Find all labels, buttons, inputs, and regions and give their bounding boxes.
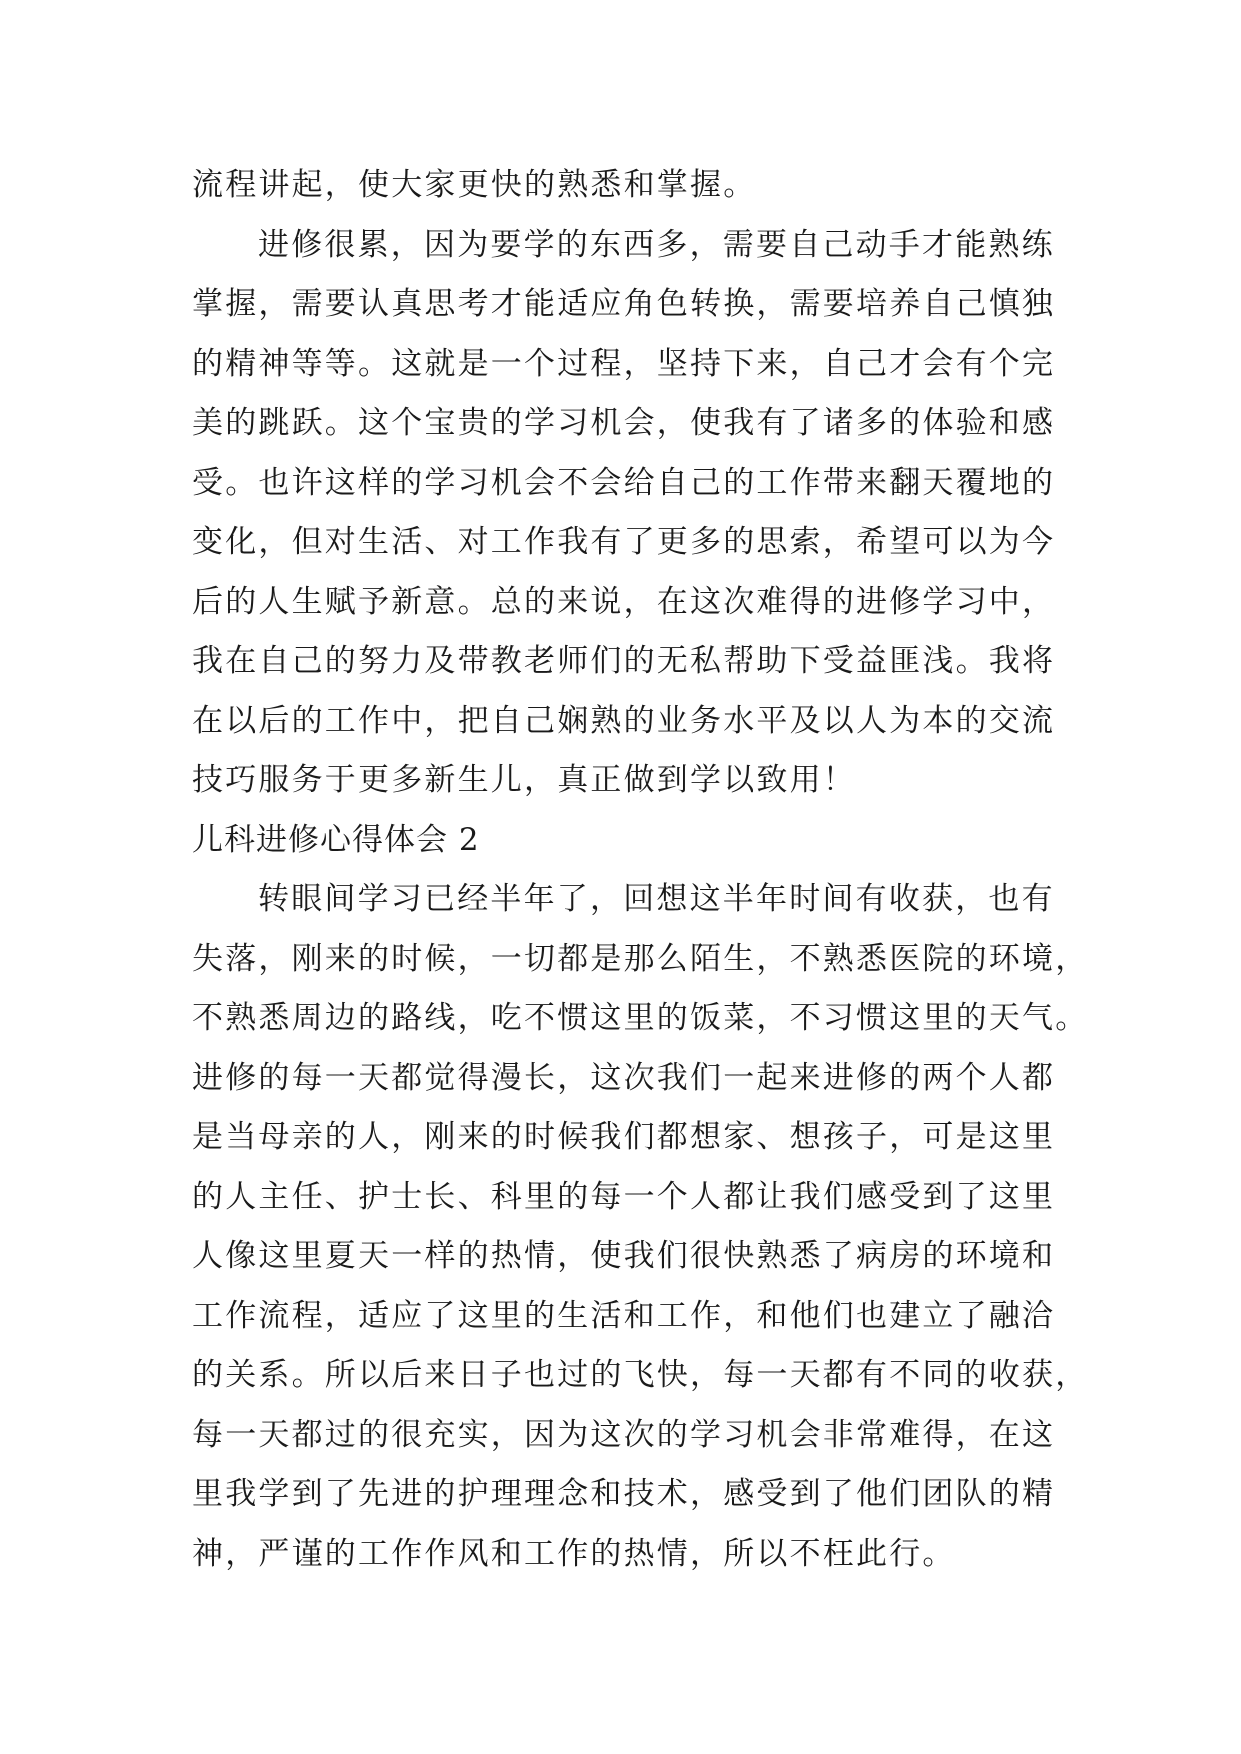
text-line: 不熟悉周边的路线，吃不惯这里的饭菜，不习惯这里的天气。 (192, 1000, 1089, 1036)
paragraph-first-line: 转眼间学习已经半年了，回想这半年时间有收获，也有 (258, 881, 1055, 917)
text-line: 的人主任、护士长、科里的每一个人都让我们感受到了这里 (192, 1178, 1056, 1215)
text-line: 掌握，需要认真思考才能适应角色转换，需要培养自己慎独 (192, 286, 1056, 322)
text-line: 是当母亲的人，刚来的时候我们都想家、想孩子，可是这里 (192, 1119, 1056, 1155)
text-line: 神，严谨的工作作风和工作的热情，所以不枉此行。 (192, 1535, 956, 1572)
document-body (192, 156, 1089, 1584)
text-line: 工作流程，适应了这里的生活和工作，和他们也建立了融洽 (192, 1297, 1056, 1334)
text-line: 在以后的工作中，把自己娴熟的业务水平及以人为本的交流 (192, 702, 1056, 739)
text-line: 失落，刚来的时候，一切都是那么陌生，不熟悉医院的环境， (192, 940, 1089, 977)
text-line: 我在自己的努力及带教老师们的无私帮助下受益匪浅。我将 (192, 643, 1056, 679)
text-line: 受。也许这样的学习机会不会给自己的工作带来翻天覆地的 (192, 464, 1056, 501)
text-line: 每一天都过的很充实，因为这次的学习机会非常难得，在这 (192, 1416, 1056, 1453)
text-line: 里我学到了先进的护理理念和技术，感受到了他们团队的精 (192, 1476, 1056, 1512)
text-line: 变化，但对生活、对工作我有了更多的思索，希望可以为今 (192, 524, 1056, 560)
paragraph-first-line: 进修很累，因为要学的东西多，需要自己动手才能熟练 (258, 226, 1055, 263)
section-heading: 儿科进修心得体会 2 (192, 821, 480, 858)
text-line: 人像这里夏天一样的热情，使我们很快熟悉了病房的环境和 (192, 1238, 1056, 1274)
text-line: 的关系。所以后来日子也过的飞快，每一天都有不同的收获， (192, 1357, 1089, 1393)
text-line: 流程讲起，使大家更快的熟悉和掌握。 (192, 167, 757, 203)
text-line: 美的跳跃。这个宝贵的学习机会，使我有了诸多的体验和感 (192, 405, 1056, 441)
text-line: 技巧服务于更多新生儿，真正做到学以致用！ (192, 762, 856, 798)
text-line: 后的人生赋予新意。总的来说，在这次难得的进修学习中， (192, 583, 1056, 620)
text-line: 进修的每一天都觉得漫长，这次我们一起来进修的两个人都 (192, 1059, 1056, 1096)
text-line: 的精神等等。这就是一个过程，坚持下来，自己才会有个完 (192, 345, 1056, 382)
